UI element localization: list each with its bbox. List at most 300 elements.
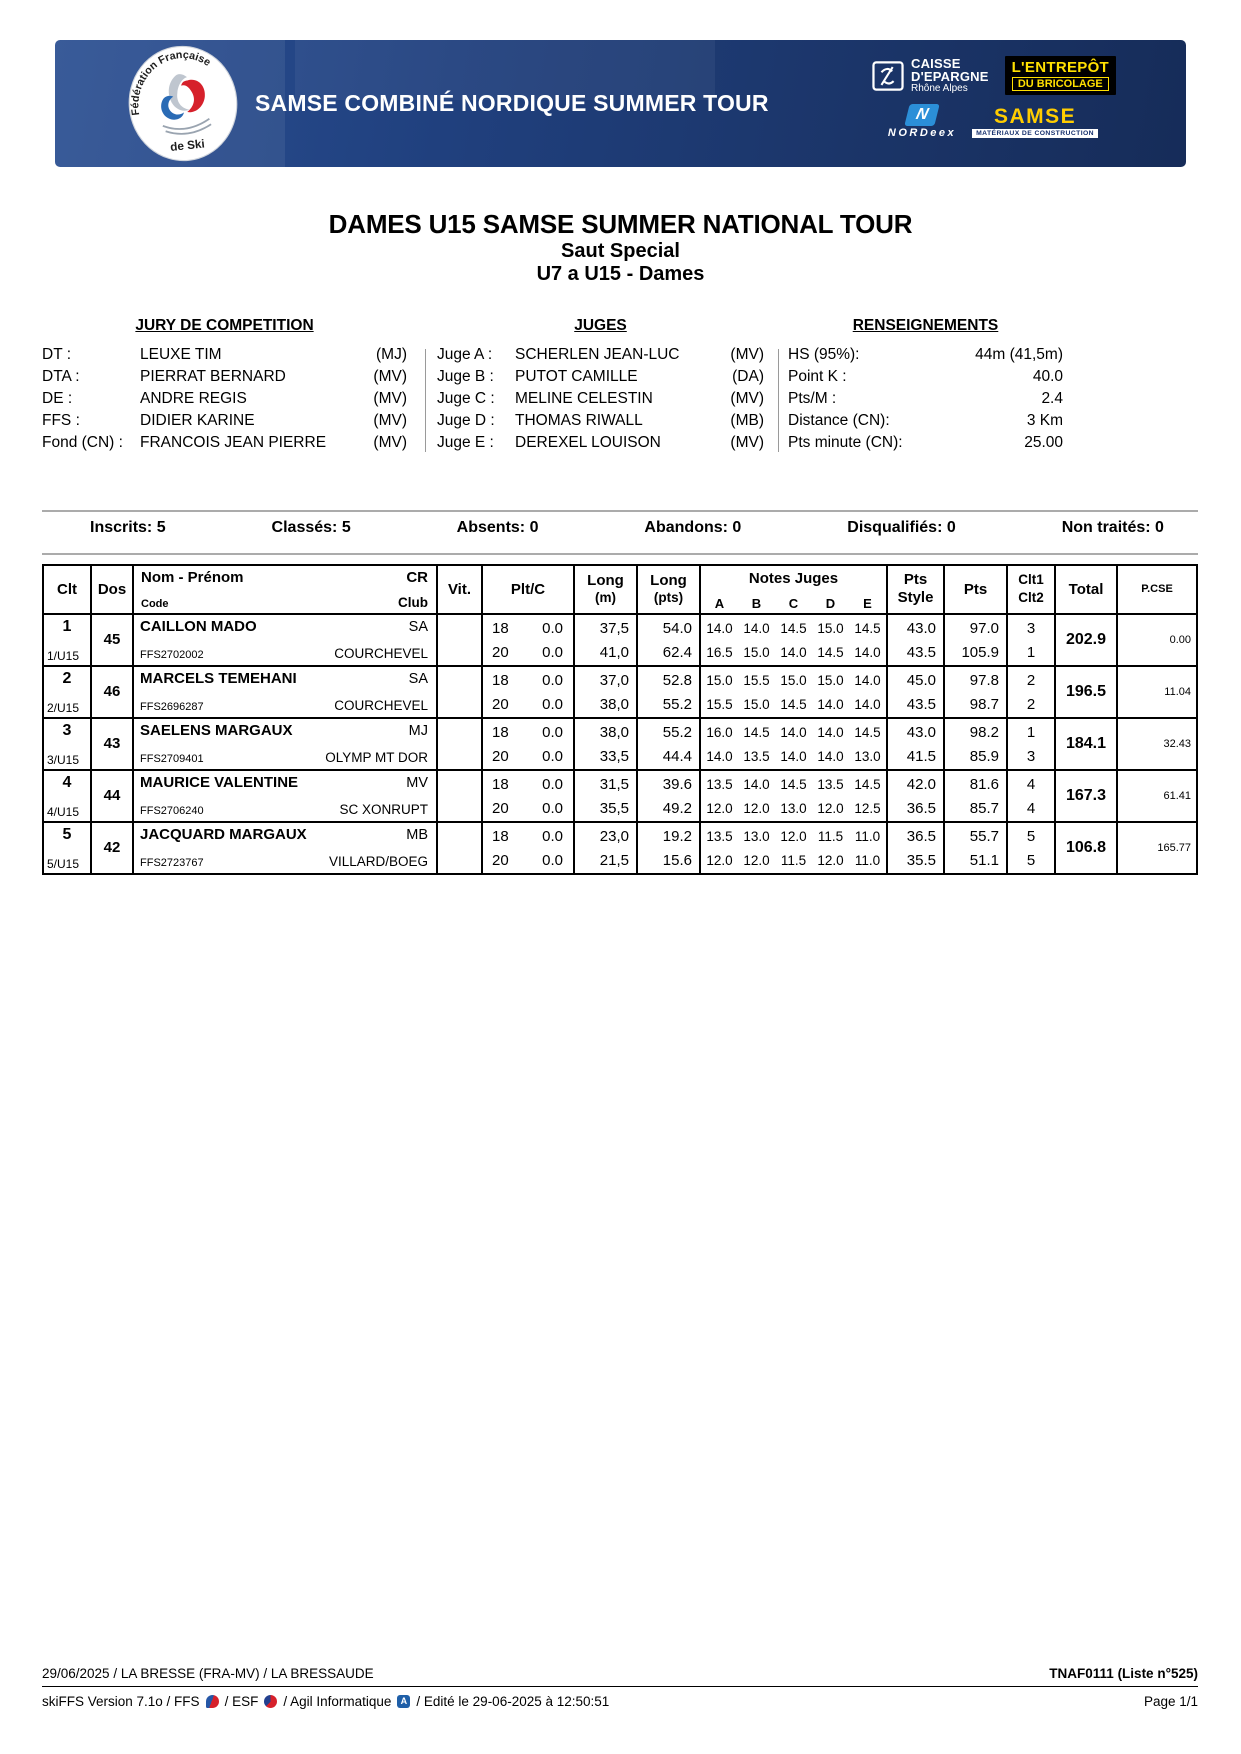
rank-category: 2/U15 — [47, 700, 80, 715]
athlete-code: FFS2706240 — [140, 804, 204, 817]
style-points-cell — [888, 719, 945, 769]
rank-value: 4 — [62, 773, 72, 791]
stat-item: Disqualifiés: 0 — [847, 519, 956, 537]
judge-note-value: 14.5 — [780, 620, 807, 636]
stat-item: Abandons: 0 — [644, 519, 742, 537]
info-row — [788, 388, 1063, 410]
judge-note-value: 14.0 — [854, 696, 881, 712]
notes-line — [701, 747, 886, 766]
athlete-club: SC XONRUPT — [339, 801, 428, 817]
athlete-cr: SA — [408, 670, 428, 687]
header-pts-style: Pts Style — [888, 566, 945, 613]
athlete-name: MAURICE VALENTINE — [140, 773, 299, 791]
jury-rows — [42, 344, 407, 454]
page-footer — [42, 1662, 1198, 1712]
rank-category: 4/U15 — [47, 804, 80, 819]
total-cell: 202.9 — [1056, 615, 1118, 665]
jury-row — [42, 344, 407, 366]
rank-category: 1/U15 — [47, 648, 80, 663]
points-value: 81.6 — [969, 775, 999, 793]
judge-note-value: 12.0 — [817, 800, 844, 816]
distance-value: 37,0 — [599, 671, 629, 689]
judge-note-value: 14.0 — [780, 724, 807, 740]
judge-note-value: 15.5 — [706, 696, 733, 712]
nordeex-logo: N NORDeex — [887, 106, 957, 139]
info-row — [788, 432, 1063, 454]
judges-rows — [437, 344, 764, 454]
jury-row — [42, 388, 407, 410]
style-points-value: 45.0 — [906, 671, 936, 689]
judge-notes-cell — [701, 823, 888, 873]
round-rank-value: 1 — [1026, 643, 1036, 661]
points-cell — [945, 771, 1008, 821]
judge-notes-cell — [701, 667, 888, 717]
round-rank-value: 2 — [1026, 671, 1036, 689]
points-value: 105.9 — [961, 643, 999, 661]
distance-points-value: 44.4 — [662, 747, 692, 765]
plate-value: 20 — [492, 747, 509, 765]
distance-value: 23,0 — [599, 827, 629, 845]
rank-cell — [44, 823, 92, 873]
judge-note-value: 14.5 — [780, 776, 807, 792]
info-value: 44m (41,5m) — [975, 345, 1063, 363]
distance-value: 35,5 — [599, 799, 629, 817]
rank-category: 3/U15 — [47, 752, 80, 767]
info-value: 40.0 — [1032, 367, 1063, 385]
points-value: 97.8 — [969, 671, 999, 689]
plate-value: 20 — [492, 851, 509, 869]
distance-points-value: 62.4 — [662, 643, 692, 661]
total-cell: 184.1 — [1056, 719, 1118, 769]
rank-value: 2 — [62, 669, 72, 687]
plate-value: 18 — [492, 827, 509, 845]
round-rank-cell — [1008, 771, 1056, 821]
rank-category: 5/U15 — [47, 856, 80, 871]
info-value: 3 Km — [1026, 411, 1063, 429]
judge-letters — [701, 596, 886, 611]
judge-note-value: 13.5 — [817, 776, 844, 792]
jury-row — [42, 410, 407, 432]
judge-name: PUTOT CAMILLE — [515, 367, 638, 385]
distance-points-value: 52.8 — [662, 671, 692, 689]
svg-text:de Ski: de Ski — [169, 137, 206, 154]
judge-note-value: 15.0 — [817, 672, 844, 688]
plate-cell — [483, 719, 575, 769]
round-rank-value: 3 — [1026, 619, 1036, 637]
judge-note-value: 14.0 — [780, 748, 807, 764]
style-points-value: 43.5 — [906, 643, 936, 661]
header-pltc: Plt/C — [483, 566, 575, 613]
judge-note-value: 15.0 — [780, 672, 807, 688]
points-cell — [945, 823, 1008, 873]
athlete-code: FFS2702002 — [140, 648, 204, 661]
jury-region-code: (MV) — [373, 433, 407, 451]
plate-value: 20 — [492, 695, 509, 713]
judge-note-value: 12.0 — [706, 852, 733, 868]
compensation-value: 0.0 — [542, 827, 563, 845]
event-title-block — [0, 209, 1241, 287]
distance-points-value: 49.2 — [662, 799, 692, 817]
speed-cell — [438, 667, 483, 717]
round-rank-value: 4 — [1026, 799, 1036, 817]
judge-note-value: 14.0 — [854, 672, 881, 688]
athlete-cr: SA — [408, 618, 428, 635]
round-rank-value: 4 — [1026, 775, 1036, 793]
judge-role-label: Juge D : — [437, 411, 495, 429]
judge-note-value: 14.0 — [706, 748, 733, 764]
judge-row — [437, 344, 764, 366]
notes-line — [701, 695, 886, 714]
plate-value: 18 — [492, 775, 509, 793]
judge-letter: A — [714, 595, 725, 611]
result-row — [44, 717, 1196, 769]
jury-name: ANDRE REGIS — [140, 389, 247, 407]
plate-cell — [483, 771, 575, 821]
speed-cell — [438, 771, 483, 821]
distance-cell — [575, 719, 638, 769]
judge-note-value: 14.0 — [743, 776, 770, 792]
infos-heading: RENSEIGNEMENTS — [852, 316, 999, 334]
jury-name: PIERRAT BERNARD — [140, 367, 286, 385]
pcse-cell: 11.04 — [1164, 685, 1191, 698]
jury-row — [42, 366, 407, 388]
athlete-club: OLYMP MT DOR — [325, 749, 428, 765]
round-rank-cell — [1008, 719, 1056, 769]
bib-cell: 43 — [92, 719, 134, 769]
info-row — [788, 366, 1063, 388]
distance-cell — [575, 823, 638, 873]
judge-note-value: 12.0 — [706, 800, 733, 816]
sponsor-logos — [872, 56, 1116, 139]
compensation-value: 0.0 — [542, 643, 563, 661]
bib-cell: 44 — [92, 771, 134, 821]
athlete-name: JACQUARD MARGAUX — [140, 825, 307, 843]
footer-rule — [42, 1686, 1198, 1687]
jury-role-label: DT : — [42, 345, 71, 363]
judge-note-value: 12.5 — [854, 800, 881, 816]
rank-cell — [44, 667, 92, 717]
athlete-cell — [134, 615, 438, 665]
judges-heading: JUGES — [574, 316, 627, 334]
jury-role-label: DE : — [42, 389, 73, 407]
nordeex-icon: N — [904, 104, 939, 126]
judge-note-value: 13.0 — [743, 828, 770, 844]
distance-points-value: 55.2 — [662, 695, 692, 713]
compensation-value: 0.0 — [542, 619, 563, 637]
jury-role-label: DTA : — [42, 367, 80, 385]
athlete-code: FFS2709401 — [140, 752, 204, 765]
header-name: Nom - Prénom CR Code Club — [134, 566, 438, 613]
plate-value: 18 — [492, 619, 509, 637]
judge-role-label: Juge E : — [437, 433, 494, 451]
notes-line — [701, 851, 886, 870]
info-value: 2.4 — [1041, 389, 1063, 407]
judge-name: SCHERLEN JEAN-LUC — [515, 345, 680, 363]
judge-note-value: 14.5 — [780, 696, 807, 712]
info-row — [788, 344, 1063, 366]
rank-cell — [44, 615, 92, 665]
judge-note-value: 11.0 — [854, 852, 881, 868]
plate-line — [483, 851, 573, 870]
rule — [42, 553, 1198, 555]
compensation-value: 0.0 — [542, 851, 563, 869]
result-row — [44, 821, 1196, 873]
header-pts: Pts — [945, 566, 1008, 613]
plate-value: 20 — [492, 643, 509, 661]
judge-note-value: 15.0 — [706, 672, 733, 688]
pcse-cell: 165.77 — [1157, 841, 1191, 854]
judge-note-value: 15.0 — [743, 644, 770, 660]
judge-note-value: 14.0 — [817, 748, 844, 764]
judge-region-code: (DA) — [732, 367, 764, 385]
header-clt: Clt — [44, 566, 92, 613]
judge-note-value: 14.5 — [854, 724, 881, 740]
competition-info-section — [42, 317, 1198, 454]
athlete-cr: MV — [406, 774, 428, 791]
judge-row — [437, 366, 764, 388]
bib-cell: 46 — [92, 667, 134, 717]
notes-line — [701, 799, 886, 818]
judge-note-value: 13.0 — [854, 748, 881, 764]
rank-value: 3 — [62, 721, 72, 739]
plate-value: 20 — [492, 799, 509, 817]
points-value: 97.0 — [969, 619, 999, 637]
jury-region-code: (MV) — [373, 411, 407, 429]
distance-points-cell — [638, 719, 701, 769]
banner-title: SAMSE COMBINÉ NORDIQUE SUMMER TOUR — [255, 90, 769, 116]
athlete-name: SAELENS MARGAUX — [140, 721, 293, 739]
notes-line — [701, 619, 886, 638]
info-label: Point K : — [788, 367, 847, 385]
judge-note-value: 16.5 — [706, 644, 733, 660]
footer-codex: TNAF0111 (Liste n°525) — [1049, 1665, 1198, 1681]
entrepot-du-bricolage-logo: L'ENTREPÔT DU BRICOLAGE — [1005, 56, 1116, 95]
athlete-cell — [134, 823, 438, 873]
athlete-cell — [134, 719, 438, 769]
judges-column — [425, 317, 778, 454]
entry-stats-bar — [42, 512, 1198, 545]
judge-note-value: 12.0 — [743, 852, 770, 868]
plate-value: 18 — [492, 723, 509, 741]
compensation-value: 0.0 — [542, 799, 563, 817]
judge-notes-cell — [701, 615, 888, 665]
judge-note-value: 14.5 — [743, 724, 770, 740]
round-rank-value: 5 — [1026, 851, 1036, 869]
jury-name: DIDIER KARINE — [140, 411, 255, 429]
judge-note-value: 14.0 — [817, 696, 844, 712]
info-label: Pts/M : — [788, 389, 837, 407]
distance-points-value: 54.0 — [662, 619, 692, 637]
total-cell: 167.3 — [1056, 771, 1118, 821]
judge-letter: C — [788, 595, 799, 611]
judge-note-value: 13.5 — [706, 776, 733, 792]
info-row — [788, 410, 1063, 432]
esf-logo-icon — [264, 1695, 277, 1708]
plate-line — [483, 619, 573, 638]
judge-note-value: 15.0 — [817, 620, 844, 636]
judge-notes-cell — [701, 771, 888, 821]
judge-letter: D — [825, 595, 836, 611]
pcse-cell: 61.41 — [1163, 789, 1191, 802]
style-points-value: 36.5 — [906, 827, 936, 845]
distance-points-value: 19.2 — [662, 827, 692, 845]
athlete-code: FFS2696287 — [140, 700, 204, 713]
judge-note-value: 12.0 — [817, 852, 844, 868]
total-cell: 196.5 — [1056, 667, 1118, 717]
judge-letter: B — [751, 595, 762, 611]
judge-note-value: 14.5 — [817, 644, 844, 660]
svg-text:Fédération Française: Fédération Française — [129, 48, 213, 117]
rank-cell — [44, 719, 92, 769]
results-table — [42, 564, 1198, 875]
plate-line — [483, 747, 573, 766]
judge-region-code: (MV) — [730, 433, 764, 451]
judge-name: MELINE CELESTIN — [515, 389, 653, 407]
bib-cell: 45 — [92, 615, 134, 665]
header-banner — [55, 40, 1186, 167]
pcse-cell: 0.00 — [1169, 633, 1191, 646]
header-dos: Dos — [92, 566, 134, 613]
plate-line — [483, 775, 573, 794]
points-value: 55.7 — [969, 827, 999, 845]
style-points-value: 43.5 — [906, 695, 936, 713]
header-long-pts: Long (pts) — [638, 566, 701, 613]
jury-name: LEUXE TIM — [140, 345, 222, 363]
notes-line — [701, 723, 886, 742]
distance-points-value: 55.2 — [662, 723, 692, 741]
judge-row — [437, 410, 764, 432]
points-value: 85.9 — [969, 747, 999, 765]
judge-role-label: Juge A : — [437, 345, 493, 363]
judge-note-value: 11.5 — [780, 852, 807, 868]
judge-note-value: 14.0 — [743, 620, 770, 636]
distance-cell — [575, 615, 638, 665]
speed-cell — [438, 719, 483, 769]
speed-cell — [438, 615, 483, 665]
judge-note-value: 11.0 — [854, 828, 881, 844]
info-value: 25.00 — [1024, 433, 1063, 451]
jury-region-code: (MV) — [373, 389, 407, 407]
footer-event-location: 29/06/2025 / LA BRESSE (FRA-MV) / LA BRESSAUDE — [42, 1665, 374, 1681]
footer-page-number: Page 1/1 — [1143, 1693, 1198, 1709]
judge-notes-cell — [701, 719, 888, 769]
notes-line — [701, 775, 886, 794]
judge-note-value: 14.0 — [817, 724, 844, 740]
distance-value: 38,0 — [599, 723, 629, 741]
stat-item: Classés: 5 — [271, 519, 351, 537]
style-points-value: 41.5 — [906, 747, 936, 765]
divider — [425, 349, 426, 452]
plate-line — [483, 643, 573, 662]
judge-note-value: 14.5 — [854, 776, 881, 792]
rank-value: 1 — [62, 617, 72, 635]
athlete-name: MARCELS TEMEHANI — [140, 669, 297, 687]
judge-role-label: Juge C : — [437, 389, 495, 407]
plate-line — [483, 695, 573, 714]
round-rank-cell — [1008, 615, 1056, 665]
jury-role-label: FFS : — [42, 411, 80, 429]
notes-line — [701, 643, 886, 662]
plate-line — [483, 799, 573, 818]
rank-cell — [44, 771, 92, 821]
jury-region-code: (MJ) — [376, 345, 407, 363]
plate-cell — [483, 615, 575, 665]
style-points-value: 35.5 — [906, 851, 936, 869]
distance-points-cell — [638, 615, 701, 665]
athlete-cell — [134, 667, 438, 717]
distance-value: 41,0 — [599, 643, 629, 661]
round-rank-cell — [1008, 667, 1056, 717]
style-points-value: 43.0 — [906, 619, 936, 637]
stat-item: Absents: 0 — [456, 519, 539, 537]
judge-note-value: 11.5 — [817, 828, 844, 844]
compensation-value: 0.0 — [542, 695, 563, 713]
judge-row — [437, 432, 764, 454]
judge-note-value: 14.5 — [854, 620, 881, 636]
header-pcse: P.CSE — [1141, 583, 1173, 596]
distance-cell — [575, 771, 638, 821]
result-row — [44, 769, 1196, 821]
athlete-club: VILLARD/BOEG — [328, 853, 428, 869]
caisse-text: CAISSE — [910, 55, 961, 71]
jury-heading: JURY DE COMPETITION — [135, 316, 314, 334]
judge-name: THOMAS RIWALL — [515, 411, 643, 429]
plate-line — [483, 671, 573, 690]
judge-note-value: 12.0 — [743, 800, 770, 816]
athlete-cr: MJ — [408, 722, 428, 739]
plate-value: 18 — [492, 671, 509, 689]
style-points-cell — [888, 771, 945, 821]
points-value: 98.2 — [969, 723, 999, 741]
jury-row — [42, 432, 407, 454]
athlete-name: CAILLON MADO — [140, 617, 257, 635]
points-value: 98.7 — [969, 695, 999, 713]
info-label: Distance (CN): — [788, 411, 890, 429]
jury-region-code: (MV) — [373, 367, 407, 385]
style-points-cell — [888, 823, 945, 873]
judge-note-value: 14.0 — [854, 644, 881, 660]
distance-points-value: 39.6 — [662, 775, 692, 793]
athlete-code: FFS2723767 — [140, 856, 204, 869]
points-value: 51.1 — [969, 851, 999, 869]
total-cell: 106.8 — [1056, 823, 1118, 873]
judge-note-value: 13.0 — [780, 800, 807, 816]
judge-region-code: (MV) — [730, 389, 764, 407]
distance-cell — [575, 667, 638, 717]
jury-name: FRANCOIS JEAN PIERRE — [140, 433, 327, 451]
header-vit: Vit. — [438, 566, 483, 613]
stat-item: Inscrits: 5 — [90, 519, 166, 537]
header-total: Total — [1056, 566, 1118, 613]
distance-points-cell — [638, 667, 701, 717]
info-label: Pts minute (CN): — [788, 433, 903, 451]
stat-item: Non traités: 0 — [1061, 519, 1164, 537]
judge-name: DEREXEL LOUISON — [515, 433, 661, 451]
agil-informatique-logo-icon: A — [397, 1695, 410, 1708]
judge-note-value: 14.0 — [780, 644, 807, 660]
info-label: HS (95%): — [788, 345, 860, 363]
judge-note-value: 15.0 — [743, 696, 770, 712]
points-value: 85.7 — [969, 799, 999, 817]
points-cell — [945, 615, 1008, 665]
style-points-cell — [888, 667, 945, 717]
jury-role-label: Fond (CN) : — [42, 433, 123, 451]
header-long-m: Long (m) — [575, 566, 638, 613]
round-rank-value: 2 — [1026, 695, 1036, 713]
judge-note-value: 15.5 — [743, 672, 770, 688]
table-header-row — [44, 566, 1196, 613]
header-notes-juges: Notes Juges A B C D E — [701, 566, 888, 613]
